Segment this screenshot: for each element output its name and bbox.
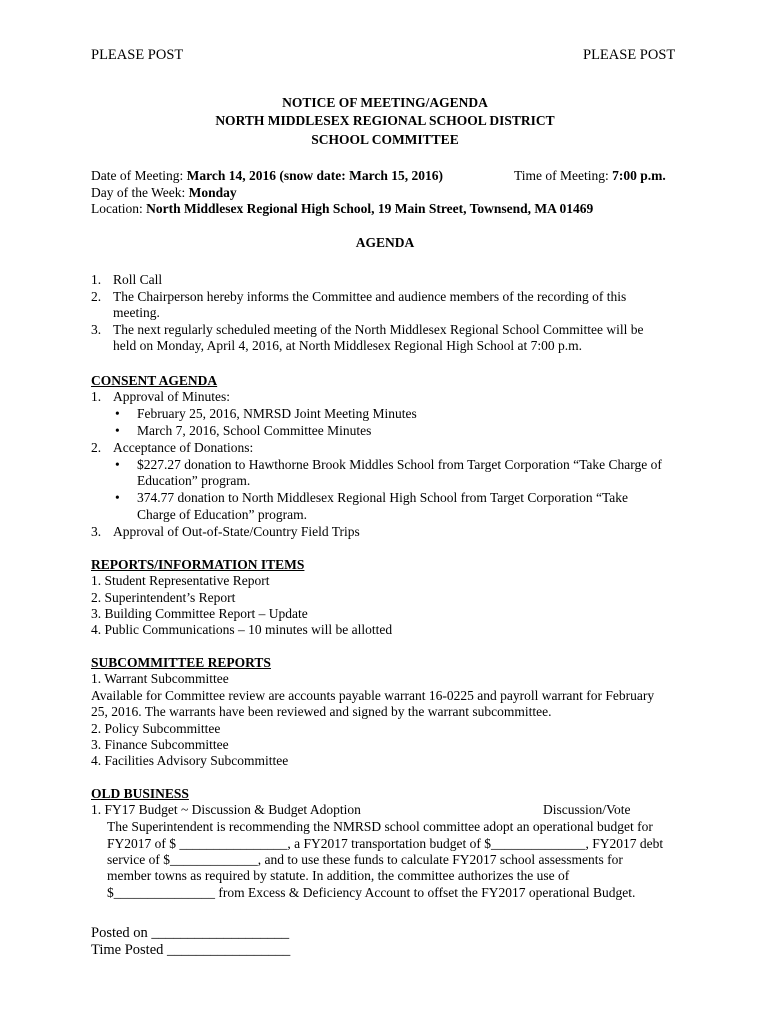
bullet-text: 374.77 donation to North Middlesex Regional High School from Target Corporation “Take xyxy=(137,490,629,505)
title-line-3: SCHOOL COMMITTEE xyxy=(311,132,459,147)
consent-donation-1 xyxy=(115,457,662,473)
old-business-line-5: $_______________ from Excess & Deficiency Account to offset the FY2017 operational Budget. xyxy=(107,885,636,900)
subcommittee-item-4: 4. Facilities Advisory Subcommittee xyxy=(91,753,289,768)
bullet-icon: • xyxy=(115,490,120,505)
old-business-line-4: member towns as required by statute. In addition, the committee authorizes the use of xyxy=(107,868,570,883)
meeting-time xyxy=(514,168,666,184)
consent-donation-2 xyxy=(115,490,628,506)
meeting-day-value: Monday xyxy=(188,185,237,200)
bullet-text: $227.27 donation to Hawthorne Brook Middles School from Target Corporation “Take Charge of xyxy=(137,457,662,472)
old-business-line-3: service of $_____________, and to use these funds to calculate FY2017 school assessments for xyxy=(107,852,623,867)
header-left: PLEASE POST xyxy=(91,47,184,63)
list-item-text: Approval of Minutes: xyxy=(113,389,230,404)
list-number: 1. xyxy=(91,272,102,287)
posted-on: Posted on ___________________ xyxy=(91,925,290,941)
old-business-line-1: The Superintendent is recommending the NMRSD school committee adopt an operational budget for xyxy=(107,819,653,834)
title-line-1: NOTICE OF MEETING/AGENDA xyxy=(282,95,488,110)
opening-item-3-cont: held on Monday, April 4, 2016, at North Middlesex Regional High School at 7:00 p.m. xyxy=(113,338,582,353)
old-business-line-2: FY2017 of $ ________________, a FY2017 transportation budget of $______________, FY2017 debt xyxy=(107,836,664,851)
meeting-time-value: 7:00 p.m. xyxy=(612,168,666,183)
subcommittee-heading: SUBCOMMITTEE REPORTS xyxy=(91,655,271,670)
subcommittee-paragraph-1: Available for Committee review are accounts payable warrant 16-0225 and payroll warrant for February xyxy=(91,688,655,703)
meeting-location xyxy=(91,201,593,217)
opening-item-1 xyxy=(91,272,162,288)
header-right: PLEASE POST xyxy=(583,47,676,63)
old-business-action: Discussion/Vote xyxy=(543,802,631,817)
bullet-icon: • xyxy=(115,423,120,438)
opening-item-2-cont: meeting. xyxy=(113,305,160,320)
consent-item-3 xyxy=(91,524,360,540)
bullet-icon: • xyxy=(115,457,120,472)
list-item-text: The next regularly scheduled meeting of the North Middlesex Regional School Committee will be xyxy=(113,322,644,337)
meeting-day xyxy=(91,185,237,201)
reports-item-4: 4. Public Communications – 10 minutes will be allotted xyxy=(91,622,393,637)
consent-heading: CONSENT AGENDA xyxy=(91,373,218,388)
meeting-date-value: March 14, 2016 (snow date: March 15, 2016) xyxy=(186,168,443,183)
list-number: 2. xyxy=(91,289,102,304)
subcommittee-item-1: 1. Warrant Subcommittee xyxy=(91,671,229,686)
list-number: 3. xyxy=(91,524,102,539)
subcommittee-item-3: 3. Finance Subcommittee xyxy=(91,737,229,752)
agenda-heading: AGENDA xyxy=(355,235,415,250)
meeting-date xyxy=(91,168,443,184)
title-line-2: NORTH MIDDLESEX REGIONAL SCHOOL DISTRICT xyxy=(215,113,555,128)
old-business-heading: OLD BUSINESS xyxy=(91,786,189,801)
list-item-text: The Chairperson hereby informs the Committee and audience members of the recording of this xyxy=(113,289,627,304)
bullet-icon: • xyxy=(115,406,120,421)
reports-item-2: 2. Superintendent’s Report xyxy=(91,590,236,605)
consent-donation-1-cont: Education” program. xyxy=(137,473,251,488)
list-item-text: Acceptance of Donations: xyxy=(113,440,254,455)
opening-item-2 xyxy=(91,289,626,305)
list-number: 3. xyxy=(91,322,102,337)
reports-item-1: 1. Student Representative Report xyxy=(91,573,270,588)
consent-item-1 xyxy=(91,389,230,405)
bullet-text: March 7, 2016, School Committee Minutes xyxy=(137,423,372,438)
list-item-text: Approval of Out-of-State/Country Field Trips xyxy=(113,524,360,539)
meeting-date-label: Date of Meeting: xyxy=(91,168,187,183)
consent-item-2 xyxy=(91,440,253,456)
list-item-text: Roll Call xyxy=(113,272,163,287)
list-number: 1. xyxy=(91,389,102,404)
reports-item-3: 3. Building Committee Report – Update xyxy=(91,606,308,621)
meeting-location-value: North Middlesex Regional High School, 19 Main Street, Townsend, MA 01469 xyxy=(146,201,594,216)
reports-heading: REPORTS/INFORMATION ITEMS xyxy=(91,557,305,572)
opening-item-3 xyxy=(91,322,644,338)
subcommittee-item-2: 2. Policy Subcommittee xyxy=(91,721,221,736)
consent-donation-2-cont: Charge of Education” program. xyxy=(137,507,307,522)
old-business-item: 1. FY17 Budget ~ Discussion & Budget Adoption xyxy=(91,802,361,817)
bullet-text: February 25, 2016, NMRSD Joint Meeting Minutes xyxy=(137,406,417,421)
meeting-location-label: Location: xyxy=(91,201,147,216)
consent-bullet-2 xyxy=(115,423,371,439)
meeting-time-label: Time of Meeting: xyxy=(514,168,613,183)
subcommittee-paragraph-2: 25, 2016. The warrants have been reviewed and signed by the warrant subcommittee. xyxy=(91,704,552,719)
consent-bullet-1 xyxy=(115,406,417,422)
list-number: 2. xyxy=(91,440,102,455)
time-posted: Time Posted _________________ xyxy=(91,942,291,958)
meeting-day-label: Day of the Week: xyxy=(91,185,189,200)
